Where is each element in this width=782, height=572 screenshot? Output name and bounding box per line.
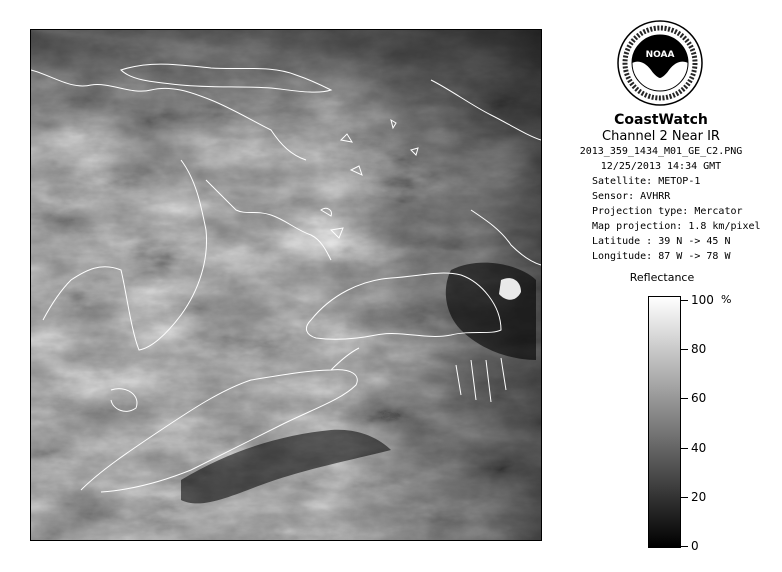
noaa-logo-text: NOAA (645, 50, 675, 60)
filename-label: 2013_359_1434_M01_GE_C2.PNG (579, 146, 743, 157)
channel-label: Channel 2 Near IR (602, 129, 720, 144)
colorbar-tick (681, 448, 688, 449)
colorbar-tick (681, 497, 688, 498)
sensor-label: Sensor: AVHRR (592, 191, 671, 202)
satellite-label: Satellite: METOP-1 (592, 176, 701, 187)
colorbar-tick (681, 300, 688, 301)
satellite-image-svg (31, 30, 541, 540)
colorbar-tick-label: 60 (691, 391, 707, 405)
colorbar-tick-label: 80 (691, 342, 707, 356)
longitude-label: Longitude: 87 W -> 78 W (592, 251, 731, 262)
colorbar-tick (681, 349, 688, 350)
map-projection-label: Map projection: 1.8 km/pixel (592, 221, 761, 232)
colorbar-tick-label: 0 (691, 539, 699, 553)
brand-title: CoastWatch (614, 112, 708, 128)
noaa-logo-svg (617, 20, 703, 106)
colorbar-unit: % (721, 293, 732, 306)
satellite-image (30, 29, 542, 541)
projection-type-label: Projection type: Mercator (592, 206, 743, 217)
colorbar-tick (681, 398, 688, 399)
colorbar-tick-label: 20 (691, 490, 707, 504)
colorbar-title: Reflectance (629, 271, 695, 284)
metadata-panel (548, 112, 774, 264)
noaa-logo (617, 20, 703, 106)
colorbar-tick (681, 546, 688, 547)
colorbar (648, 296, 681, 548)
colorbar-tick-label: 100 (691, 293, 714, 307)
colorbar-tick-label: 40 (691, 441, 707, 455)
datetime-label: 12/25/2013 14:34 GMT (600, 161, 722, 172)
latitude-label: Latitude : 39 N -> 45 N (592, 236, 731, 247)
